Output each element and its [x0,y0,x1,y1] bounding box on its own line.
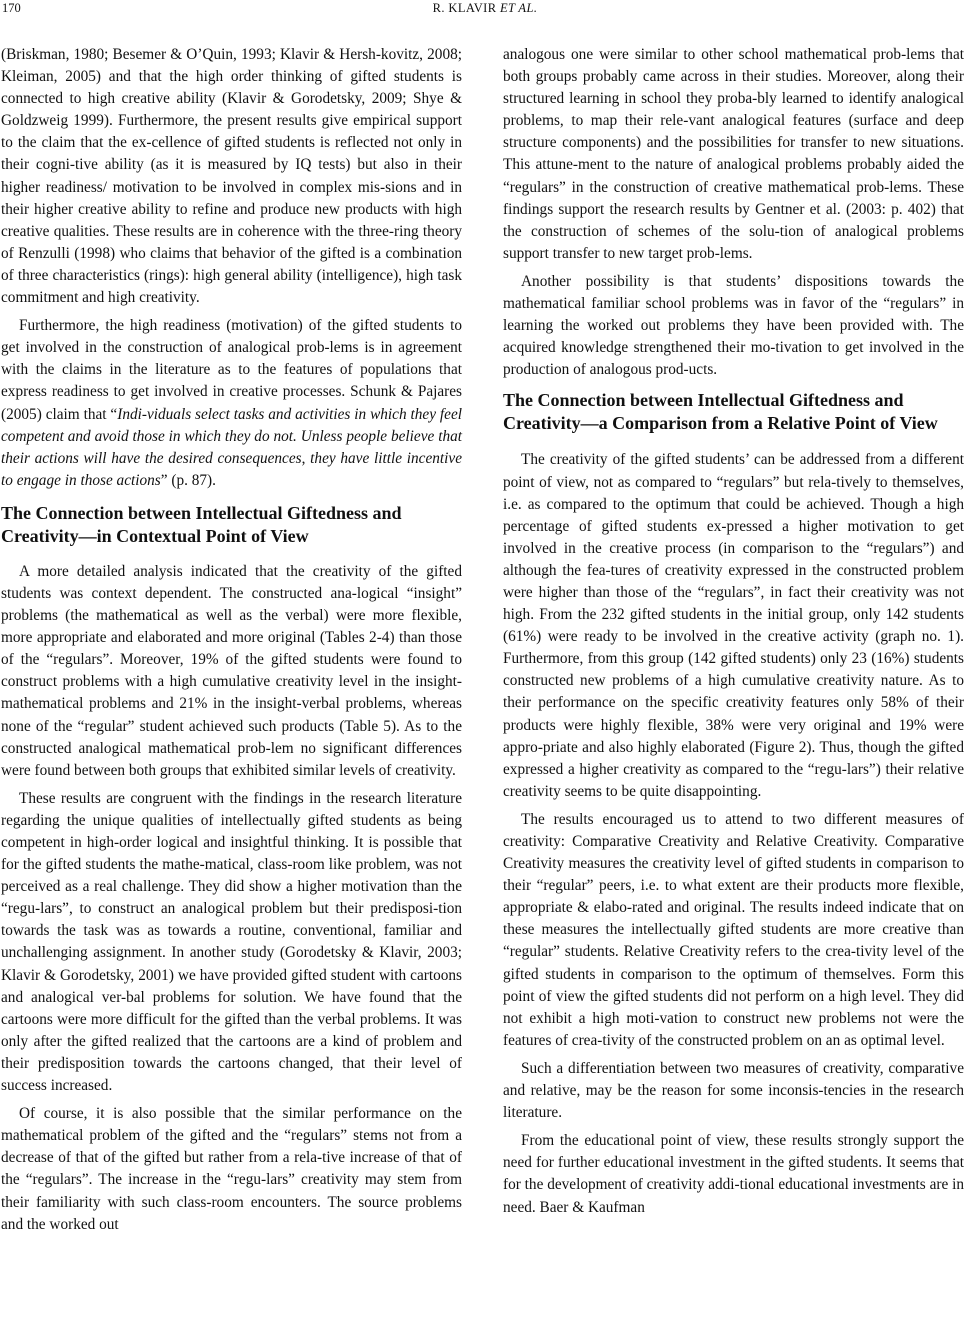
left-column [1,44,462,1242]
page-number: 170 [2,1,21,15]
section-heading-contextual: The Connection between Intellectual Giftedness and Creativity—in Contextual Point of View [1,502,402,546]
left-paragraph-2-quote-2: they have little incentive to engage in those actions [1,449,462,489]
left-paragraph-1: (Briskman, 1980; Besemer & O’Quin, 1993; Klavir & Hersh-kovitz, 2008; Kleiman, 2005) and that the high order thinking of gifted students is connected to high creative ability (Klavir & Gorodetsky, 2009; Shye & Goldzweig 1999). Furthermore, the present results give empirical support to the claim that the ex-cellence of gifted students is reflected not only in their cogni-tive ability (as it is measured by IQ tests) but also in their higher readiness/ motivation to be involved in complex mis-sions and in their higher creative ability to refine and produce new products with high creative qualities. These results are in coherence with the three-ring theory of Renzulli (1998) who claims that behavior of the gifted is a combination of three characteristics (rings): high general ability (intelligence), high task commitment and high creativity. [1,46,462,307]
left-paragraph-2-quote: Indi-viduals select tasks and activities in which they feel competent and avoid those in which they do not. Unless people believe that their actions will have the desired consequences [1,405,462,467]
right-column [503,44,964,1225]
left-paragraph-5: Of course, it is also possible that the similar performance on the mathematical problem of the gifted and the “regulars” stems not from a decrease of that of the gifted but rather from a rela-tive increase of that of the “regulars”. The increase in the “regu-lars” creativity may stem from their familiarity with such class-room encounters. The source problems and the worked out [1,1105,462,1233]
right-paragraph-2: Another possibility is that students’ dispositions towards the mathematical familiar school problems was in favor of the “regulars” in learning the worked out problems they have been provided with. The acquired knowledge strengthened their mo-tivation to get involved in the production of analogous prod-ucts. [503,272,964,379]
left-paragraph-2-text: Furthermore, the high readiness (motivation) of the gifted students to get involved in the construction of analogical prob-lems is in agreement with the claims in the literature as to the features of populations that express readiness to get involved in creative processes. Schunk & Pajares (2005) claim that “ [1,317,462,423]
right-paragraph-4: The results encouraged us to attend to two different measures of creativity: Comparative Creativity and Relative Creativity. Comparative Creativity measures the creativity level of gifted students in comparison to their “regular” peers, i.e. to what extent are their products more flexible, appropriate & elabo-rated and original. The results indeed indicate that on these measures the intellectually gifted students are more creative than “regular” students. Relative Creativity refers to the crea-tivity level of the gifted students in comparison to the optimum of themselves. Form this point of view the gifted students did not perform on a high level. They did not exhibit a high moti-vation to construct new problems not were the features of crea-tivity of the constructed problem on an as optimal level. [503,810,964,1049]
right-paragraph-1: analogous one were similar to other school mathematical prob-lems that both groups probably came across in their studies. Moreover, along their structured learning in school they proba-bly learned to identify analogical problems, to map their rele-vant analogical features (surface and deep structure components) and the possibilities for transfer to new situations. This attune-ment to the nature of analogical problems probably aided the “regulars” in the construction of creative mathematical prob-lems. These findings support the research results by Gentner et al. (2003: p. 402) that the construction of schemes of the solu-tion of analogical problems support transfer to new target prob-lems. [503,46,964,262]
left-paragraph-4: These results are congruent with the findings in the research literature regarding the unique qualities of intellectually gifted students as being competent in high-order logical and insightful thinking. It is possible that for the gifted students the mathe-matical, class-room like problem, was not perceived as a real challenge. They did show a higher motivation than the “regu-lars”, to construct an analogical problem but their predisposi-tion towards the task was as towards a routine, conventional, familiar and unchallenging assignment. In another study (Gorodetsky & Klavir, 2003; Klavir & Gorodetsky, 2001) we have provided gifted student with cartoons and analogical ver-bal problems for solution. We have found that the cartoons were more difficult for the gifted than the verbal problems. It was only after the gifted realized that the cartoons are a kind of problem and their predisposition towards the cartoons changed, that their level of success increased. [1,789,462,1095]
right-paragraph-6: From the educational point of view, these results strongly support the need for further educational investment in the gifted students. It seems that for the development of creativity addi-tional educational investments are in need. Baer & Kaufman [503,1132,964,1216]
right-paragraph-5: Such a differentiation between two measures of creativity, comparative and relative, may be the reason for some inconsis-tencies in the research literature. [503,1059,964,1122]
running-head-authors: R. KLAVIR [432,1,497,15]
running-head [0,1,970,16]
left-paragraph-2 [1,315,462,492]
left-paragraph-2-comma: , [301,449,311,467]
right-paragraph-3: The creativity of the gifted students’ can be addressed from a different point of view, not as compared to “regulars” but rela-tively to themselves, i.e. as compared to the optimum that could be achieved. Though a high percentage of gifted students ex-pressed a higher motivation to get involved in the creative process (in comparison to the “regulars”) and although the fea-tures of creativity expressed in the constructed problem were higher than those of the “regulars”, in fact their creativity was not high. From the 232 gifted students in the initial group, only 142 students (61%) were ready to be involved in the creative activity (graph no. 1). Furthermore, from this group (142 gifted students) only 23 (16%) students constructed new problems of a high cumulative creativity nature. As to their performance on the specific creativity features only 58% of their products were highly flexible, 38% were very original and 19% were appro-priate and also highly elaborated (Figure 2). Thus, though the gifted expressed a higher creativity as compared to the “regu-lars”) their relative creativity seems to be quite disappointing. [503,451,964,800]
running-head-et-al: ET AL. [499,1,538,15]
left-paragraph-3: A more detailed analysis indicated that the creativity of the gifted students was context dependent. The constructed ana-logical “insight” problems (the mathematical as well as the verbal) were more flexible, more appropriate and elaborated and more original (Tables 2-4) than those of the “regulars”. Moreover, 19% of the gifted students were found to construct problems with a high cumulative creativity level in the insight-mathematical problems and 21% in the insight-verbal problems, whereas none of the “regular” student achieved such products (Table 5). As to the constructed analogical mathematical prob-lem no significant differences were found between both groups that exhibited similar levels of creativity. [1,562,462,779]
left-paragraph-2-end: ” (p. 87). [160,471,216,489]
section-heading-relative: The Connection between Intellectual Giftedness and Creativity—a Comparison from a Relative Point of View [503,390,938,434]
